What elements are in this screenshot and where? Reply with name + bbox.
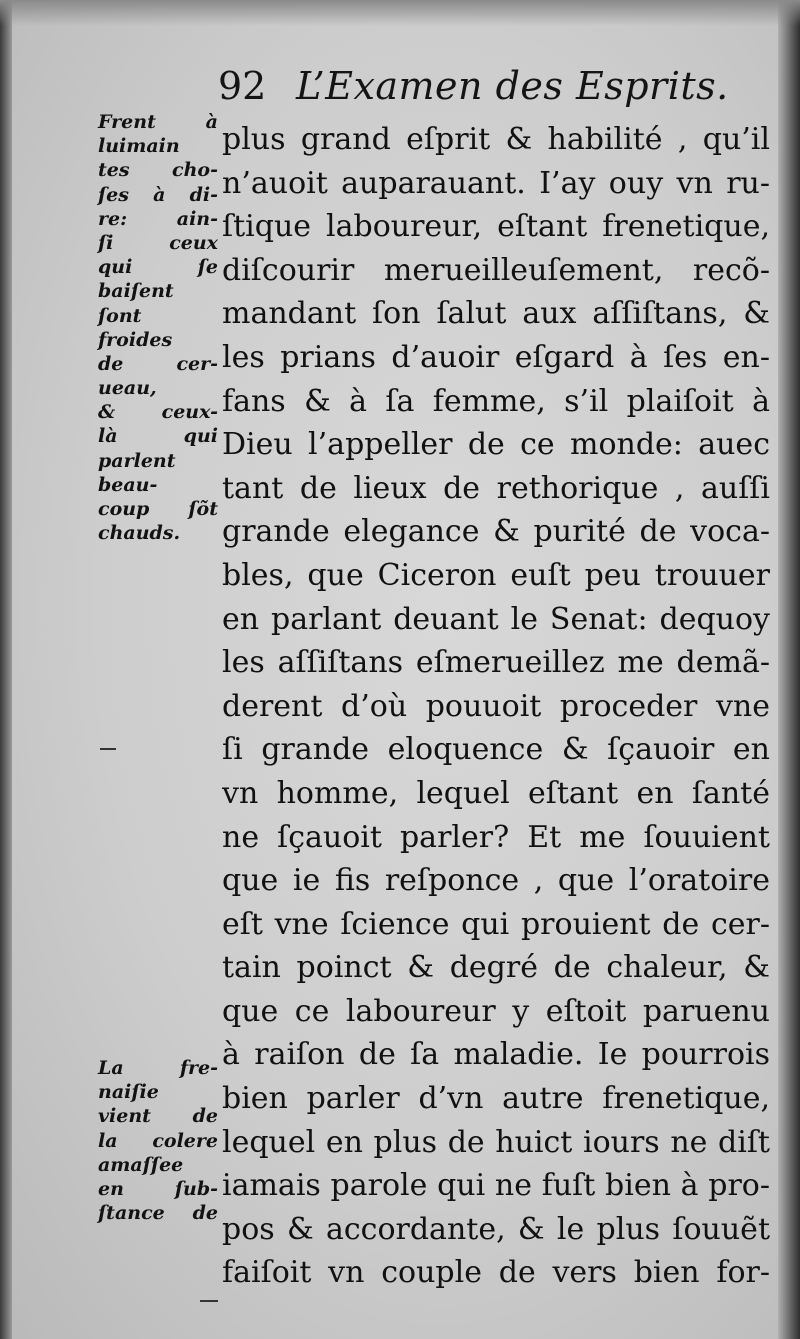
text-line: les aſſiſtans eſmerueillez me demã- [222,645,770,681]
running-title: L’Examen des Esprits. [296,64,729,108]
margin-note [98,1056,218,1225]
ink-speck [200,1300,218,1302]
text-line: Dieu l’appeller de ce monde: auec [222,427,770,463]
margin-note-line: ſtance de [98,1202,218,1225]
text-line: à raiſon de ſa maladie. Ie pourrois [222,1037,770,1073]
margin-note [98,110,218,545]
margin-note-line: ſi ceux [98,231,218,254]
ink-speck [100,748,116,750]
margin-note-line: & ceux- [98,401,218,424]
page-binding-shadow [0,0,12,1339]
main-text-block [222,118,770,1295]
margin-note-line: en ſub- [98,1177,218,1200]
text-line: n’auoit auparauant. I’ay ouy vn ru- [222,165,770,201]
text-line: bien parler d’vn autre frenetique, [222,1081,770,1117]
text-line: mandant ſon ſalut aux aſſiſtans, & [222,296,770,332]
text-line: bles, que Ciceron euſt peu trouuer [222,557,770,593]
margin-note-line: Frent à [98,111,218,133]
text-line: ne ſçauoit parler? Et me ſouuient [222,819,770,855]
page-edge-shadow [778,0,800,1339]
text-line: vn homme, lequel eſtant en ſanté [222,775,770,811]
page-top-shadow [0,0,800,26]
margin-note-line: La fre- [98,1057,218,1079]
margin-note-line: tes cho- [98,159,218,182]
text-line: tain poinct & degré de chaleur, & [222,950,770,986]
margin-note-line: de cer- [98,352,218,375]
text-line: lequel en plus de huict iours ne diſt [222,1124,770,1160]
margin-note-line: chauds. [98,522,181,545]
text-line: grande elegance & purité de voca- [222,514,770,550]
margin-note-line: naiſie [98,1081,159,1104]
margin-note-line: la colere [98,1129,218,1152]
text-line: faiſoit vn couple de vers bien for- [222,1255,770,1291]
margin-note-line: amaſſee [98,1153,184,1176]
text-line: eſt vne ſcience qui prouient de cer- [222,906,770,942]
margin-note-line: luimain [98,135,180,158]
running-head [218,60,729,112]
text-line: que ie fis reſponce , que l’oratoire [222,863,770,899]
margin-note-line: parlent [98,449,176,472]
margin-note-line: ſont [98,304,142,327]
text-line: diſcourir merueilleuſement, recõ- [222,252,770,288]
text-line: tant de lieux de rethorique , auſſi [222,470,770,506]
text-line: ſi grande eloquence & ſçauoir en [222,732,770,768]
margin-note-line: là qui [98,425,218,448]
margin-note-line: beau- [98,473,158,496]
text-line: en parlant deuant le Senat: dequoy [222,601,770,637]
text-line: que ce laboureur y eſtoit paruenu [222,993,770,1029]
margin-note-line: qui ſe [98,256,218,279]
margin-note-line: baiſent [98,280,174,303]
text-line: iamais parole qui ne fuſt bien à pro- [222,1168,770,1204]
text-line: pos & accordante, & le plus ſouuẽt [222,1211,770,1247]
text-line: fans & à ſa femme, s’il plaiſoit à [222,383,770,419]
text-line: plus grand eſprit & habilité , qu’il [222,122,770,157]
text-line: ſtique laboureur, eſtant frenetique, [222,209,770,245]
margin-note-line: re: ain- [98,207,218,230]
margin-note-line: ueau, [98,377,157,400]
text-line: derent d’où pouuoit proceder vne [222,688,770,724]
text-line: les prians d’auoir eſgard à ſes en- [222,339,770,375]
margin-note-line: ſes à di- [98,183,218,206]
margin-note-line: froides [98,328,173,351]
margin-note-line: coup ſõt [98,498,218,520]
page-number: 92 [218,64,267,108]
margin-note-line: vient de [98,1105,218,1128]
